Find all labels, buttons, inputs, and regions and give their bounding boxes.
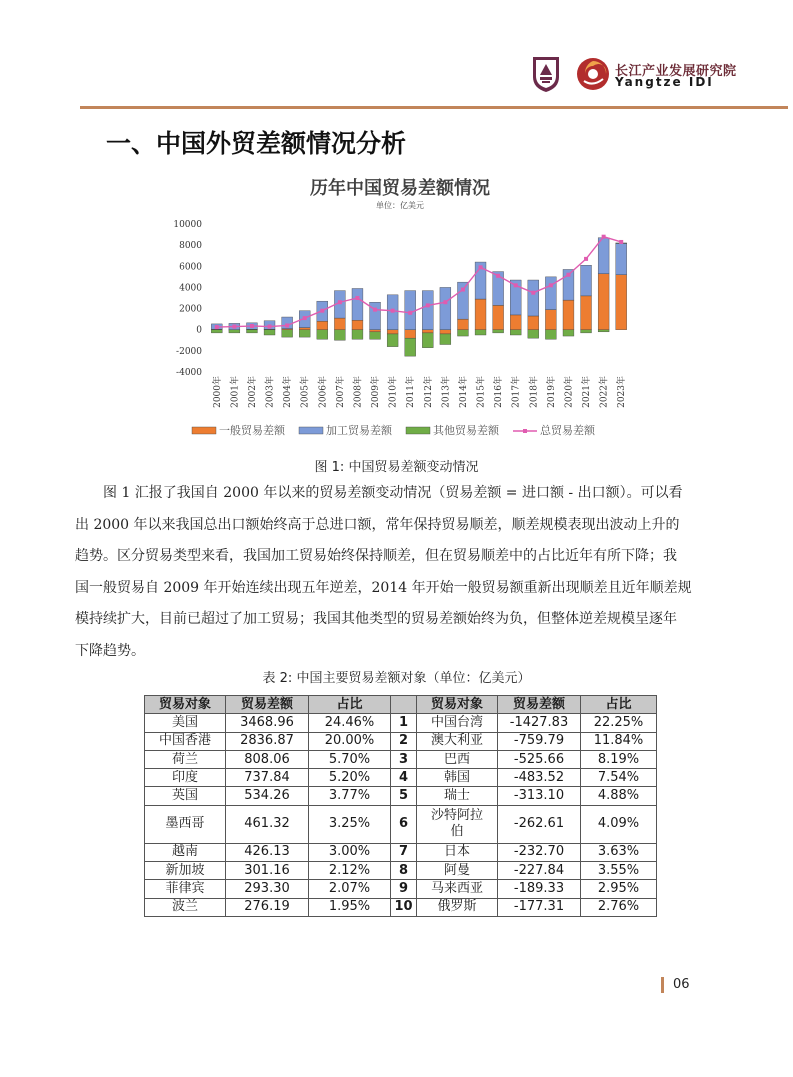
table-cell: 9	[391, 880, 417, 898]
bar-segment	[545, 277, 556, 310]
paragraph-line: 趋势。区分贸易类型来看，我国加工贸易始终保持顺差，但在贸易顺差中的占比近年有所下降；我	[75, 548, 677, 564]
table-cell: 8.19%	[581, 750, 657, 768]
table-cell: 8	[391, 862, 417, 880]
x-tick-label: 2012年	[423, 376, 434, 408]
x-tick-label: 2013年	[441, 376, 452, 408]
line-point	[355, 296, 359, 300]
line-point	[443, 300, 447, 304]
line-point	[549, 283, 553, 287]
bar-segment	[299, 330, 310, 337]
table-cell: 301.16	[226, 862, 309, 880]
page-number: 06	[673, 977, 690, 992]
table-cell: 中国台湾	[417, 714, 498, 732]
x-tick-label: 2015年	[476, 376, 487, 408]
table-cell: 阿曼	[417, 862, 498, 880]
bar-segment	[598, 238, 609, 274]
table-cell: 3.77%	[309, 787, 391, 805]
table-row	[145, 732, 657, 750]
table-cell: 3.63%	[581, 843, 657, 861]
table-cell: 菲律宾	[145, 880, 226, 898]
x-tick-label: 2010年	[388, 376, 399, 408]
column-header: 占比	[581, 696, 657, 714]
column-header	[391, 696, 417, 714]
table-cell: -313.10	[498, 787, 581, 805]
table-row	[145, 805, 657, 843]
table-cell: 俄罗斯	[417, 898, 498, 916]
line-point	[426, 303, 430, 307]
line-point	[215, 325, 219, 329]
x-tick-label: 2019年	[546, 376, 557, 408]
x-tick-label: 2002年	[247, 376, 258, 408]
table-cell: 波兰	[145, 898, 226, 916]
line-point	[391, 309, 395, 313]
column-header: 占比	[309, 696, 391, 714]
bar-segment	[247, 330, 258, 333]
line-point	[250, 324, 254, 328]
bar-segment	[352, 288, 363, 320]
bar-segment	[598, 330, 609, 332]
table-cell: 马来西亚	[417, 880, 498, 898]
bar-segment	[440, 334, 451, 345]
x-tick-label: 2008年	[353, 376, 364, 408]
legend-label: 其他贸易差额	[433, 424, 499, 437]
line-point	[232, 325, 236, 329]
table-header-row	[145, 696, 657, 714]
table-cell: 5.70%	[309, 750, 391, 768]
table-row	[145, 843, 657, 861]
table-cell: 新加坡	[145, 862, 226, 880]
line-point	[531, 291, 535, 295]
line-point	[584, 257, 588, 261]
bar-segment	[211, 330, 222, 333]
table-row	[145, 880, 657, 898]
table-cell: 荷兰	[145, 750, 226, 768]
bar-segment	[405, 330, 416, 338]
y-tick-label: 0	[196, 325, 202, 336]
line-point	[619, 240, 623, 244]
bar-segment	[405, 291, 416, 330]
trade-balance-chart	[160, 166, 640, 448]
bar-segment	[440, 330, 451, 334]
bar-segment	[493, 305, 504, 329]
y-tick-label: 4000	[179, 283, 202, 294]
table-cell: 22.25%	[581, 714, 657, 732]
table-cell: 美国	[145, 714, 226, 732]
x-tick-label: 2017年	[511, 376, 522, 408]
table-cell: 2.07%	[309, 880, 391, 898]
table-cell: 20.00%	[309, 732, 391, 750]
x-tick-label: 2011年	[406, 376, 417, 408]
legend-label: 总贸易差额	[540, 424, 595, 437]
bar-segment	[616, 243, 627, 275]
bar-segment	[475, 330, 486, 335]
bar-segment	[510, 315, 521, 330]
x-tick-label: 2006年	[318, 376, 329, 408]
line-point	[320, 309, 324, 313]
x-tick-label: 2001年	[230, 376, 241, 408]
table-cell: 沙特阿拉伯	[417, 805, 498, 843]
table-cell: 2.76%	[581, 898, 657, 916]
bar-segment	[405, 338, 416, 356]
line-point	[303, 316, 307, 320]
bar-segment	[299, 328, 310, 330]
page-header	[0, 0, 793, 112]
legend-line-marker	[523, 429, 527, 433]
table-caption: 表 2: 中国主要贸易差额对象（单位：亿美元）	[262, 671, 531, 686]
bar-segment	[545, 330, 556, 340]
bar-segment	[545, 310, 556, 330]
bar-segment	[352, 320, 363, 330]
table-cell: -525.66	[498, 750, 581, 768]
line-point	[602, 235, 606, 239]
table-cell: 3	[391, 750, 417, 768]
line-point	[496, 274, 500, 278]
bar-segment	[387, 330, 398, 334]
x-tick-label: 2004年	[283, 376, 294, 408]
table-cell: 293.30	[226, 880, 309, 898]
x-tick-label: 2007年	[335, 376, 346, 408]
bar-segment	[510, 330, 521, 335]
legend-swatch	[192, 427, 216, 434]
y-tick-label: 6000	[179, 262, 202, 273]
table-cell: 5.20%	[309, 769, 391, 787]
bar-segment	[422, 291, 433, 330]
bar-segment	[458, 319, 469, 330]
x-tick-label: 2003年	[265, 376, 276, 408]
bar-segment	[264, 330, 275, 335]
table-cell: 中国香港	[145, 732, 226, 750]
chart-unit: 单位：亿美元	[376, 201, 424, 210]
table-cell: 426.13	[226, 843, 309, 861]
figure-caption: 图 1: 中国贸易差额变动情况	[314, 460, 479, 475]
table-cell: 4.88%	[581, 787, 657, 805]
x-tick-label: 2005年	[300, 376, 311, 408]
x-tick-label: 2000年	[212, 376, 223, 408]
line-point	[268, 325, 272, 329]
table-cell: 4	[391, 769, 417, 787]
line-point	[338, 300, 342, 304]
paragraph-line: 国一般贸易自 2009 年开始连续出现五年逆差，2014 年开始一般贸易额重新出现顺差且近年顺差规	[75, 579, 692, 596]
bar-segment	[352, 330, 363, 340]
bar-segment	[581, 296, 592, 330]
line-point	[461, 288, 465, 292]
yangtze-swirl-logo-icon	[576, 57, 610, 91]
table-cell: 印度	[145, 769, 226, 787]
column-header: 贸易对象	[417, 696, 498, 714]
x-tick-label: 2018年	[529, 376, 540, 408]
table-cell: 3.55%	[581, 862, 657, 880]
bar-segment	[317, 330, 328, 340]
bar-segment	[493, 330, 504, 333]
line-point	[566, 273, 570, 277]
bar-segment	[370, 330, 381, 332]
table-cell: 11.84%	[581, 732, 657, 750]
table-cell: 2	[391, 732, 417, 750]
table-cell: 3468.96	[226, 714, 309, 732]
line-point	[285, 323, 289, 327]
paragraph-line: 模持续扩大，目前已超过了加工贸易；我国其他类型的贸易差额始终为负，但整体逆差规模呈逐年	[75, 611, 677, 627]
x-tick-label: 2016年	[494, 376, 505, 408]
table-cell: 4.09%	[581, 805, 657, 843]
line-point	[408, 311, 412, 315]
bar-segment	[581, 330, 592, 333]
header-divider	[80, 106, 788, 109]
bar-segment	[528, 280, 539, 316]
paragraph-line: 图 1 汇报了我国自 2000 年以来的贸易差额变动情况（贸易差额 = 进口额 - 出口额）。可以看	[103, 485, 683, 501]
table-row	[145, 750, 657, 768]
table-cell: 534.26	[226, 787, 309, 805]
table-cell: 1	[391, 714, 417, 732]
paragraph-line: 出 2000 年以来我国总出口额始终高于总进口额，常年保持贸易顺差，顺差规模表现出波动上升的	[75, 516, 680, 533]
total-balance-line	[217, 237, 621, 327]
table-cell: 737.84	[226, 769, 309, 787]
bar-segment	[370, 332, 381, 339]
table-cell: 276.19	[226, 898, 309, 916]
x-tick-label: 2022年	[599, 376, 610, 408]
table-row	[145, 898, 657, 916]
table-cell: 5	[391, 787, 417, 805]
bar-segment	[563, 330, 574, 336]
table-cell: -483.52	[498, 769, 581, 787]
table-cell: 3.00%	[309, 843, 391, 861]
table-cell: 瑞士	[417, 787, 498, 805]
bar-segment	[440, 287, 451, 329]
table-row	[145, 769, 657, 787]
table-cell: 澳大利亚	[417, 732, 498, 750]
logo-text-cn: 长江产业发展研究院	[615, 64, 737, 79]
line-point	[479, 265, 483, 269]
trade-partner-table	[144, 695, 657, 917]
paragraph-line: 下降趋势。	[75, 642, 145, 659]
table-cell: 24.46%	[309, 714, 391, 732]
chart-title: 历年中国贸易差额情况	[310, 178, 490, 199]
bar-segment	[422, 333, 433, 348]
bar-segment	[528, 316, 539, 330]
table-cell: 7.54%	[581, 769, 657, 787]
x-tick-label: 2014年	[458, 376, 469, 408]
bar-segment	[422, 330, 433, 333]
column-header: 贸易差额	[226, 696, 309, 714]
analysis-paragraph	[75, 478, 719, 667]
y-tick-label: 8000	[179, 241, 202, 252]
line-point	[514, 283, 518, 287]
column-header: 贸易差额	[498, 696, 581, 714]
table-cell: 1.95%	[309, 898, 391, 916]
y-tick-label: -2000	[176, 346, 202, 357]
legend-swatch	[299, 427, 323, 434]
table-row	[145, 787, 657, 805]
table-cell: -1427.83	[498, 714, 581, 732]
table-row	[145, 862, 657, 880]
table-cell: -227.84	[498, 862, 581, 880]
bar-segment	[563, 300, 574, 330]
bar-segment	[229, 330, 240, 333]
y-tick-label: -4000	[176, 368, 202, 378]
column-header: 贸易对象	[145, 696, 226, 714]
x-tick-label: 2009年	[371, 376, 382, 408]
legend-label: 一般贸易差额	[219, 424, 285, 437]
bar-segment	[282, 330, 293, 337]
table-cell: 10	[391, 898, 417, 916]
table-cell: 墨西哥	[145, 805, 226, 843]
legend-label: 加工贸易差额	[326, 424, 392, 437]
bar-segment	[334, 330, 345, 341]
table-cell: -189.33	[498, 880, 581, 898]
table-cell: 日本	[417, 843, 498, 861]
line-point	[373, 308, 377, 312]
bar-segment	[387, 334, 398, 347]
table-cell: -177.31	[498, 898, 581, 916]
table-cell: 3.25%	[309, 805, 391, 843]
table-cell: 461.32	[226, 805, 309, 843]
bar-segment	[528, 330, 539, 338]
bar-segment	[334, 318, 345, 330]
table-cell: 6	[391, 805, 417, 843]
bar-segment	[598, 274, 609, 330]
legend-swatch	[406, 427, 430, 434]
table-cell: 英国	[145, 787, 226, 805]
table-cell: 巴西	[417, 750, 498, 768]
table-cell: 7	[391, 843, 417, 861]
table-row	[145, 714, 657, 732]
x-tick-label: 2021年	[582, 376, 593, 408]
bar-segment	[475, 299, 486, 330]
y-tick-label: 2000	[179, 304, 202, 315]
table-cell: 2836.87	[226, 732, 309, 750]
bar-segment	[458, 330, 469, 336]
x-tick-label: 2023年	[617, 376, 628, 408]
table-cell: 越南	[145, 843, 226, 861]
x-tick-label: 2020年	[564, 376, 575, 408]
table-cell: -232.70	[498, 843, 581, 861]
section-title: 一、中国外贸差额情况分析	[106, 129, 407, 158]
bar-segment	[616, 275, 627, 330]
table-cell: 2.12%	[309, 862, 391, 880]
table-cell: -759.79	[498, 732, 581, 750]
table-cell: 2.95%	[581, 880, 657, 898]
bar-segment	[317, 321, 328, 329]
bar-segment	[581, 265, 592, 296]
table-cell: 韩国	[417, 769, 498, 787]
y-tick-label: 10000	[173, 220, 202, 230]
logo-text-en: Yangtze IDI	[615, 75, 714, 89]
table-cell: 808.06	[226, 750, 309, 768]
university-shield-icon	[531, 55, 561, 93]
page-number-marker	[661, 977, 664, 993]
table-cell: -262.61	[498, 805, 581, 843]
